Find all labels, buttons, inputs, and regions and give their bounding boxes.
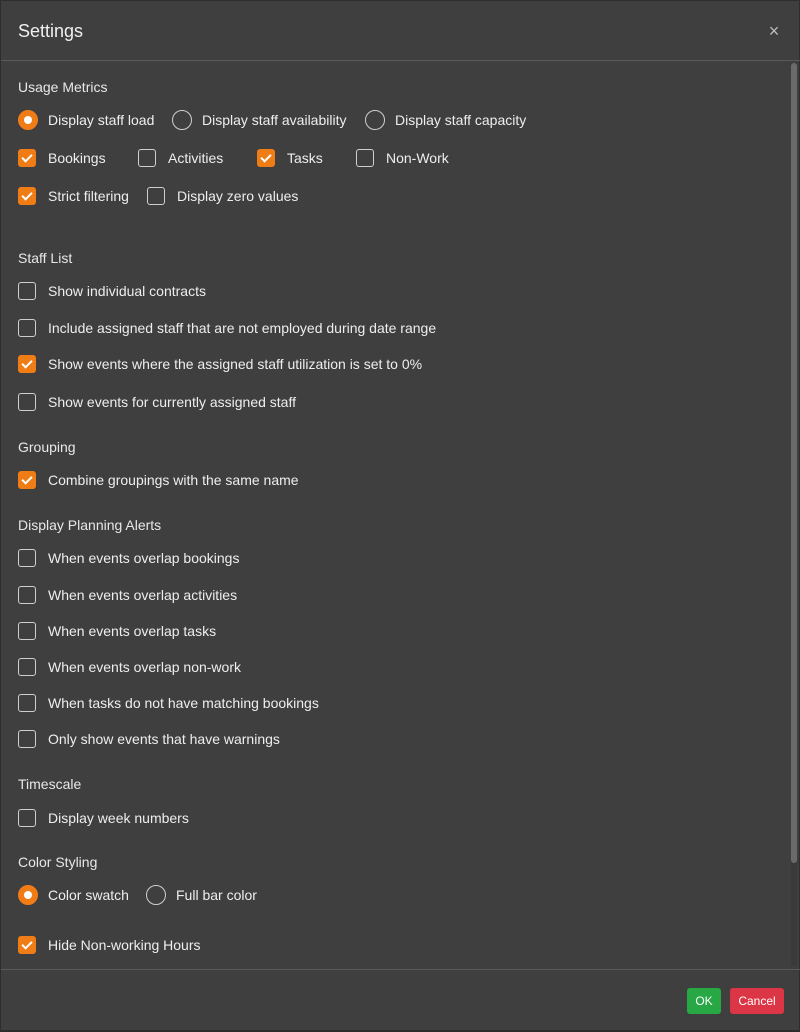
checkbox-label: Non-Work bbox=[386, 150, 449, 166]
radio-label: Display staff availability bbox=[202, 112, 347, 128]
checkbox-overlap-activities[interactable] bbox=[18, 584, 237, 606]
checkbox-include-not-employed[interactable] bbox=[18, 317, 436, 339]
checkbox-overlap-tasks[interactable] bbox=[18, 620, 216, 642]
checkbox-icon bbox=[18, 319, 36, 337]
checkbox-label: Display week numbers bbox=[48, 810, 189, 826]
radio-label: Color swatch bbox=[48, 887, 129, 903]
checkbox-checked-icon bbox=[18, 471, 36, 489]
checkbox-label: Activities bbox=[168, 150, 224, 166]
checkbox-icon bbox=[18, 393, 36, 411]
cancel-button[interactable]: Cancel bbox=[730, 988, 784, 1014]
radio-label: Display staff load bbox=[48, 112, 155, 128]
scrollbar-thumb[interactable] bbox=[791, 63, 797, 863]
ok-button[interactable]: OK bbox=[687, 988, 721, 1014]
checkbox-tasks[interactable] bbox=[257, 147, 323, 169]
checkbox-label: When events overlap bookings bbox=[48, 550, 240, 566]
checkbox-icon bbox=[138, 149, 156, 167]
checkbox-week-numbers[interactable] bbox=[18, 807, 189, 829]
radio-staff-load[interactable] bbox=[18, 109, 154, 131]
checkbox-label: Show events for currently assigned staff bbox=[48, 394, 296, 410]
checkbox-label: Combine groupings with the same name bbox=[48, 472, 299, 488]
checkbox-icon bbox=[18, 622, 36, 640]
checkbox-display-zero-values[interactable] bbox=[147, 185, 298, 207]
checkbox-label: Tasks bbox=[287, 150, 323, 166]
dialog-body bbox=[1, 61, 791, 969]
checkbox-only-warnings[interactable] bbox=[18, 728, 280, 750]
radio-full-bar-color[interactable] bbox=[146, 884, 257, 906]
checkbox-label: Hide Non-working Hours bbox=[48, 937, 201, 953]
checkbox-icon bbox=[18, 658, 36, 676]
checkbox-checked-icon bbox=[18, 187, 36, 205]
checkbox-icon bbox=[18, 694, 36, 712]
checkbox-label: Strict filtering bbox=[48, 188, 129, 204]
checkbox-icon bbox=[18, 586, 36, 604]
checkbox-icon bbox=[147, 187, 165, 205]
dialog-footer bbox=[1, 969, 800, 1032]
checkbox-checked-icon bbox=[257, 149, 275, 167]
checkbox-label: Display zero values bbox=[177, 188, 299, 204]
radio-icon bbox=[146, 885, 166, 905]
checkbox-combine-groupings[interactable] bbox=[18, 469, 299, 491]
checkbox-strict-filtering[interactable] bbox=[18, 185, 129, 207]
checkbox-bookings[interactable] bbox=[18, 147, 106, 169]
checkbox-label: When events overlap non-work bbox=[48, 659, 241, 675]
checkbox-label: Only show events that have warnings bbox=[48, 731, 280, 747]
checkbox-overlap-bookings[interactable] bbox=[18, 547, 239, 569]
checkbox-label: When events overlap activities bbox=[48, 587, 238, 603]
checkbox-label: Bookings bbox=[48, 150, 106, 166]
dialog-header bbox=[1, 1, 800, 61]
checkbox-icon bbox=[18, 282, 36, 300]
radio-staff-availability[interactable] bbox=[172, 109, 346, 131]
radio-selected-icon bbox=[18, 885, 38, 905]
section-color-styling: Color Styling bbox=[18, 854, 98, 870]
checkbox-hide-non-working-hours[interactable] bbox=[18, 934, 201, 956]
checkbox-non-work[interactable] bbox=[356, 147, 449, 169]
radio-icon bbox=[172, 110, 192, 130]
checkbox-overlap-non-work[interactable] bbox=[18, 656, 241, 678]
radio-color-swatch[interactable] bbox=[18, 884, 129, 906]
checkbox-zero-utilization[interactable] bbox=[18, 353, 422, 375]
checkbox-label: When events overlap tasks bbox=[48, 623, 217, 639]
radio-label: Display staff capacity bbox=[395, 112, 527, 128]
section-staff-list: Staff List bbox=[18, 250, 73, 266]
checkbox-checked-icon bbox=[18, 149, 36, 167]
checkbox-checked-icon bbox=[18, 355, 36, 373]
checkbox-currently-assigned[interactable] bbox=[18, 391, 296, 413]
radio-selected-icon bbox=[18, 110, 38, 130]
scrollbar[interactable] bbox=[791, 63, 797, 966]
checkbox-icon bbox=[18, 809, 36, 827]
close-icon[interactable]: × bbox=[768, 21, 780, 41]
radio-label: Full bar color bbox=[176, 887, 257, 903]
checkbox-activities[interactable] bbox=[138, 147, 223, 169]
checkbox-label: Show individual contracts bbox=[48, 283, 206, 299]
section-usage-metrics: Usage Metrics bbox=[18, 79, 108, 95]
section-timescale: Timescale bbox=[18, 776, 82, 792]
radio-staff-capacity[interactable] bbox=[365, 109, 526, 131]
checkbox-icon bbox=[18, 730, 36, 748]
radio-icon bbox=[365, 110, 385, 130]
checkbox-label: Include assigned staff that are not employed during date range bbox=[48, 320, 437, 336]
checkbox-checked-icon bbox=[18, 936, 36, 954]
checkbox-show-individual-contracts[interactable] bbox=[18, 280, 206, 302]
checkbox-label: Show events where the assigned staff utilization is set to 0% bbox=[48, 356, 423, 372]
section-grouping: Grouping bbox=[18, 439, 76, 455]
dialog-title: Settings bbox=[18, 21, 84, 41]
checkbox-icon bbox=[18, 549, 36, 567]
checkbox-no-matching-bookings[interactable] bbox=[18, 692, 319, 714]
checkbox-label: When tasks do not have matching bookings bbox=[48, 695, 319, 711]
section-planning-alerts: Display Planning Alerts bbox=[18, 517, 162, 533]
checkbox-icon bbox=[356, 149, 374, 167]
